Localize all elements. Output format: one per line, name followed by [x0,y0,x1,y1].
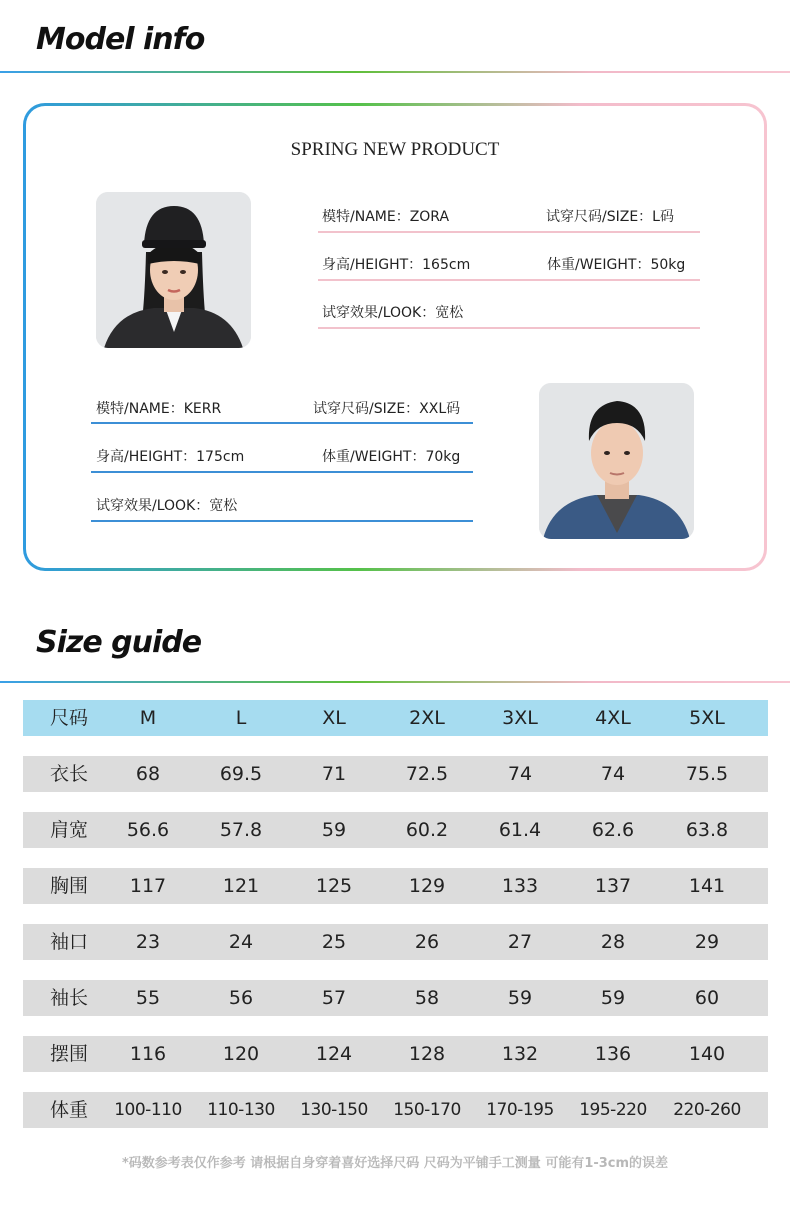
size-cell: 69.5 [219,763,263,785]
model2-line-1 [91,422,473,424]
model1-line-2 [318,279,700,281]
size-row-label: 袖口 [49,931,88,953]
size-row [23,980,768,1016]
size-cell: 120 [222,1043,260,1065]
model1-line-1 [318,231,700,233]
size-cell: 28 [600,931,626,953]
size-cell: 59 [600,987,626,1009]
model-info-divider [0,71,790,73]
size-cell: 56 [228,987,254,1009]
model1-size: 试穿尺码/SIZE：L码 [546,209,674,225]
size-cell: 130-150 [300,1100,368,1120]
size-guide-title: Size guide [36,625,202,660]
size-row [23,924,768,960]
size-cell: 24 [228,931,254,953]
size-cell: 132 [501,1043,539,1065]
size-cell: 71 [321,763,347,785]
size-cell: 29 [694,931,720,953]
size-cell: 100-110 [114,1100,182,1120]
model2-look: 试穿效果/LOOK：宽松 [96,498,238,514]
size-row-label: 摆围 [49,1043,88,1065]
size-row [23,812,768,848]
size-cell: 59 [507,987,533,1009]
size-footnote: *码数参考表仅作参考 请根据自身穿着喜好选择尺码 尺码为平铺手工测量 可能有1-3cm的误差 [121,1156,669,1171]
size-cell: 117 [129,875,167,897]
size-cell: 133 [501,875,539,897]
size-cell: 74 [507,763,533,785]
size-cell: 136 [594,1043,632,1065]
model2-weight: 体重/WEIGHT：70kg [322,449,461,465]
size-cell: 195-220 [579,1100,647,1120]
size-cell: 60.2 [405,819,449,841]
size-cell: 61.4 [498,819,542,841]
size-cell: 62.6 [591,819,635,841]
size-cell: 150-170 [393,1100,461,1120]
size-cell: 121 [222,875,260,897]
size-cell: 68 [135,763,161,785]
size-cell: XL [322,707,346,729]
size-cell: 75.5 [685,763,729,785]
size-cell: 56.6 [126,819,170,841]
size-cell: 124 [315,1043,353,1065]
size-row-label: 体重 [49,1099,88,1121]
size-cell: 5XL [689,707,725,729]
size-row-label: 胸围 [49,875,88,897]
size-cell: 57.8 [219,819,263,841]
model2-size: 试穿尺码/SIZE：XXL码 [313,401,461,417]
size-header-row [23,700,768,736]
model1-line-3 [318,327,700,329]
size-row [23,1036,768,1072]
size-guide-divider [0,681,790,683]
size-cell: 59 [321,819,347,841]
size-row-label: 肩宽 [49,819,88,841]
size-cell: 57 [321,987,347,1009]
size-cell: 58 [414,987,440,1009]
size-cell: 116 [129,1043,167,1065]
size-cell: 110-130 [207,1100,275,1120]
size-cell: 23 [135,931,161,953]
model2-height: 身高/HEIGHT：175cm [96,449,245,465]
model2-line-3 [91,520,473,522]
model1-look: 试穿效果/LOOK：宽松 [322,305,464,321]
size-row-label: 尺码 [49,707,88,729]
size-cell: 2XL [409,707,445,729]
size-cell: 26 [414,931,440,953]
size-cell: 60 [694,987,720,1009]
size-cell: M [139,707,157,729]
model2-name: 模特/NAME：KERR [96,401,222,417]
size-row-label: 袖长 [49,987,88,1009]
model2-line-2 [91,471,473,473]
size-cell: 137 [594,875,632,897]
size-cell: 27 [507,931,533,953]
model-info-title: Model info [36,22,205,57]
size-cell: 170-195 [486,1100,554,1120]
size-row [23,756,768,792]
size-cell: 55 [135,987,161,1009]
size-cell: 125 [315,875,353,897]
size-cell: L [235,707,247,729]
size-cell: 72.5 [405,763,449,785]
model1-height: 身高/HEIGHT：165cm [322,257,471,273]
size-row [23,868,768,904]
model-photo-male [539,383,694,539]
size-cell: 63.8 [685,819,729,841]
size-cell: 3XL [502,707,538,729]
size-cell: 129 [408,875,446,897]
size-row-label: 衣长 [49,763,88,785]
size-cell: 25 [321,931,347,953]
size-cell: 128 [408,1043,446,1065]
size-cell: 141 [688,875,726,897]
model1-weight: 体重/WEIGHT：50kg [547,257,686,273]
card-heading: SPRING NEW PRODUCT [290,139,500,160]
size-cell: 74 [600,763,626,785]
size-cell: 4XL [595,707,631,729]
model1-name: 模特/NAME：ZORA [322,209,450,225]
model-photo-female [96,192,251,348]
size-cell: 220-260 [673,1100,741,1120]
size-row [23,1092,768,1128]
size-cell: 140 [688,1043,726,1065]
